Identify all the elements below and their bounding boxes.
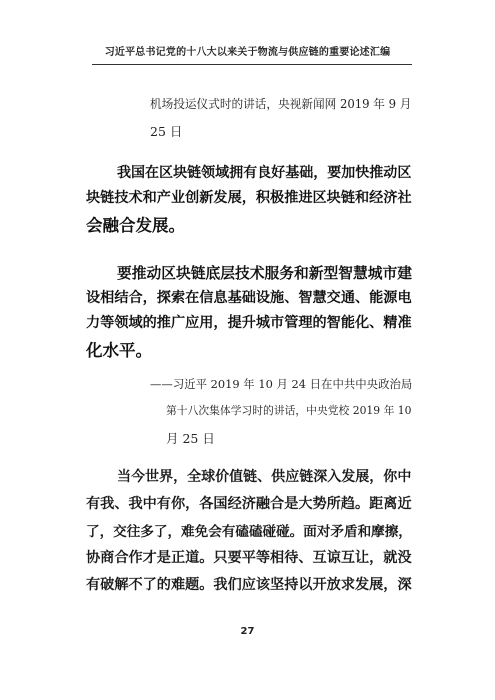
paragraph-line: 力等领域的推广应用，提升城市管理的智能化、精准 <box>86 315 412 331</box>
paragraph-line: 我国在区块链领域拥有良好基础，要加快推动区 <box>117 165 412 181</box>
paragraph-line: 有破解不了的难题。我们应该坚持以开放求发展，深 <box>86 577 412 593</box>
paragraph-line: 协商合作才是正道。只要平等相待、互谅互让，就没 <box>86 550 412 566</box>
paragraph-line: 当今世界，全球价值链、供应链深入发展，你中 <box>117 469 412 485</box>
source-line: 月 25 日 <box>166 431 215 446</box>
paragraph-line: 要推动区块链底层技术服务和新型智慧城市建 <box>117 265 412 282</box>
paragraph-line: 块链技术和产业创新发展，积极推进区块链和经济社 <box>86 190 412 206</box>
source-line: 第十八次集体学习时的讲话，中央党校 2019 年 10 <box>166 404 412 417</box>
paragraph-line: 设相结合，探索在信息基础设施、智慧交通、能源电 <box>86 290 412 306</box>
source-line: ——习近平 2019 年 10 月 24 日在中共中央政治局 <box>150 377 413 391</box>
running-header: 习近平总书记党的十八大以来关于物流与供应链的重要论述汇编 <box>104 47 391 58</box>
source-line: 25 日 <box>150 124 183 139</box>
paragraph-line: 会融合发展。 <box>86 216 185 235</box>
page-number: 27 <box>240 626 255 637</box>
paragraph-line: 有我、我中有你，各国经济融合是大势所趋。距离近 <box>86 496 412 512</box>
source-line: 机场投运仪式时的讲话，央视新闻网 2019 年 9 月 <box>150 97 412 111</box>
header-rule <box>92 64 412 65</box>
paragraph-line: 化水平。 <box>86 341 152 360</box>
paragraph-line: 了，交往多了，难免会有磕磕碰碰。面对矛盾和摩擦， <box>86 524 412 540</box>
